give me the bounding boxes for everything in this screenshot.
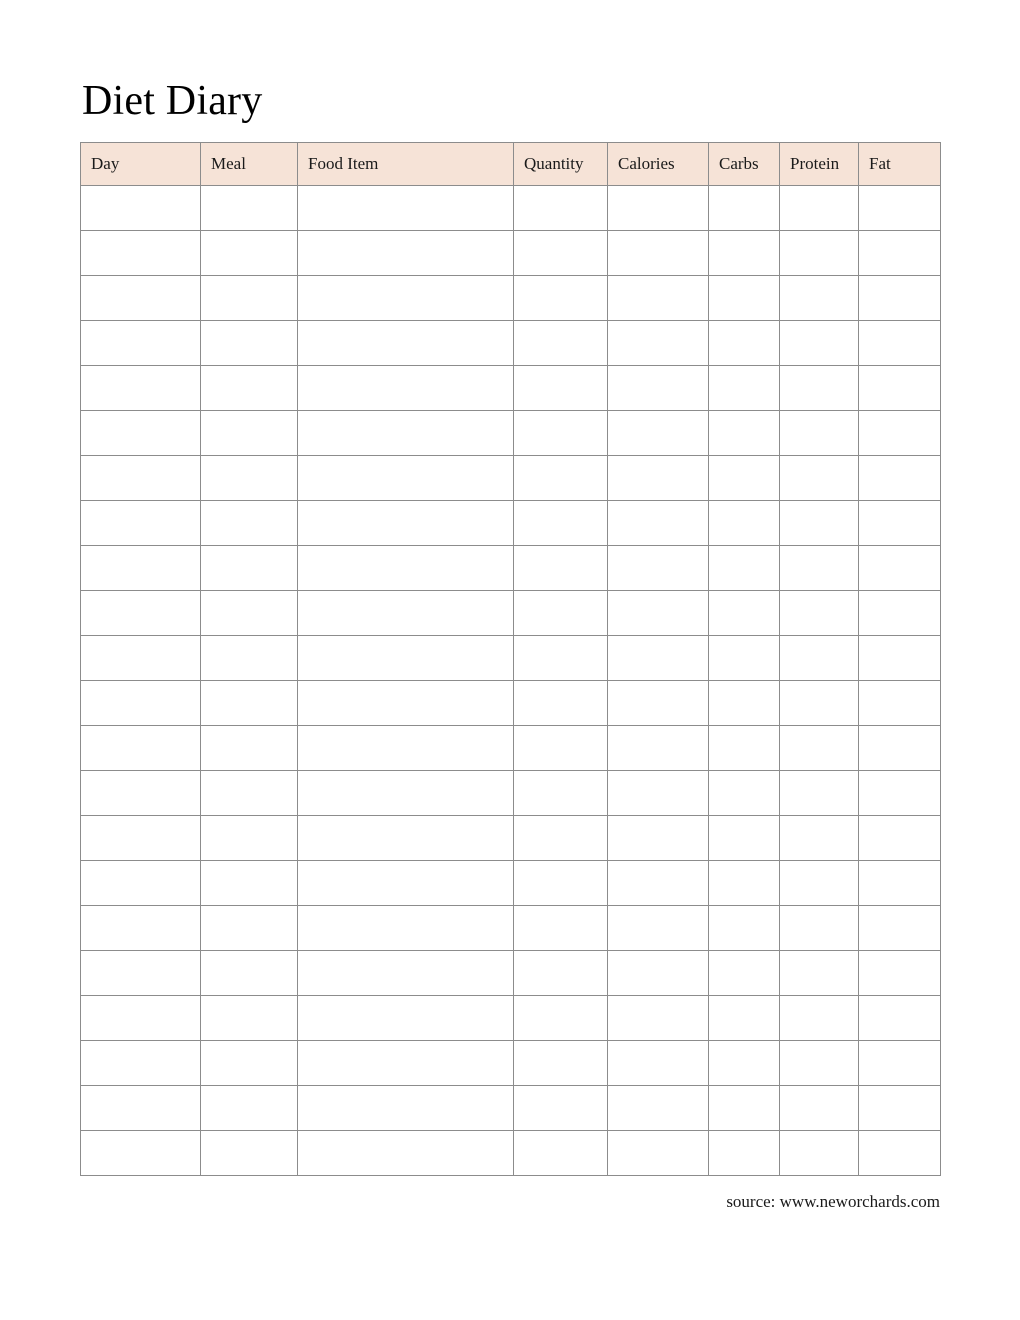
cell-quantity[interactable] — [514, 231, 608, 276]
cell-carbs[interactable] — [709, 411, 780, 456]
cell-food_item[interactable] — [298, 1041, 514, 1086]
cell-protein[interactable] — [780, 321, 859, 366]
cell-day[interactable] — [81, 636, 201, 681]
cell-quantity[interactable] — [514, 321, 608, 366]
cell-calories[interactable] — [608, 996, 709, 1041]
cell-protein[interactable] — [780, 546, 859, 591]
page-title: Diet Diary — [82, 78, 263, 124]
cell-fat[interactable] — [859, 726, 941, 771]
cell-calories[interactable] — [608, 591, 709, 636]
table-body — [81, 186, 941, 1176]
cell-protein[interactable] — [780, 861, 859, 906]
cell-fat[interactable] — [859, 321, 941, 366]
cell-food_item[interactable] — [298, 321, 514, 366]
cell-quantity[interactable] — [514, 681, 608, 726]
cell-food_item[interactable] — [298, 771, 514, 816]
cell-meal[interactable] — [201, 681, 298, 726]
cell-quantity[interactable] — [514, 1041, 608, 1086]
table-row — [81, 591, 941, 636]
table-row — [81, 321, 941, 366]
cell-day[interactable] — [81, 771, 201, 816]
cell-day[interactable] — [81, 186, 201, 231]
cell-carbs[interactable] — [709, 636, 780, 681]
cell-fat[interactable] — [859, 366, 941, 411]
cell-protein[interactable] — [780, 411, 859, 456]
cell-protein[interactable] — [780, 681, 859, 726]
column-header-quantity: Quantity — [514, 143, 608, 186]
cell-day[interactable] — [81, 276, 201, 321]
cell-food_item[interactable] — [298, 861, 514, 906]
cell-food_item[interactable] — [298, 1131, 514, 1176]
cell-fat[interactable] — [859, 276, 941, 321]
cell-fat[interactable] — [859, 861, 941, 906]
cell-meal[interactable] — [201, 636, 298, 681]
cell-protein[interactable] — [780, 501, 859, 546]
cell-carbs[interactable] — [709, 681, 780, 726]
cell-day[interactable] — [81, 951, 201, 996]
cell-calories[interactable] — [608, 1041, 709, 1086]
cell-day[interactable] — [81, 321, 201, 366]
cell-quantity[interactable] — [514, 411, 608, 456]
cell-calories[interactable] — [608, 276, 709, 321]
cell-meal[interactable] — [201, 546, 298, 591]
cell-fat[interactable] — [859, 996, 941, 1041]
cell-carbs[interactable] — [709, 816, 780, 861]
cell-protein[interactable] — [780, 1086, 859, 1131]
table-row — [81, 546, 941, 591]
cell-calories[interactable] — [608, 321, 709, 366]
cell-day[interactable] — [81, 546, 201, 591]
cell-quantity[interactable] — [514, 906, 608, 951]
cell-protein[interactable] — [780, 456, 859, 501]
cell-quantity[interactable] — [514, 591, 608, 636]
cell-fat[interactable] — [859, 501, 941, 546]
cell-protein[interactable] — [780, 816, 859, 861]
cell-fat[interactable] — [859, 456, 941, 501]
table-row — [81, 1041, 941, 1086]
cell-day[interactable] — [81, 1086, 201, 1131]
cell-calories[interactable] — [608, 726, 709, 771]
cell-food_item[interactable] — [298, 951, 514, 996]
cell-meal[interactable] — [201, 1086, 298, 1131]
cell-quantity[interactable] — [514, 1131, 608, 1176]
cell-food_item[interactable] — [298, 546, 514, 591]
cell-food_item[interactable] — [298, 276, 514, 321]
table-header-row — [81, 143, 941, 186]
column-header-calories: Calories — [608, 143, 709, 186]
column-header-food-item: Food Item — [298, 143, 514, 186]
cell-fat[interactable] — [859, 816, 941, 861]
cell-carbs[interactable] — [709, 1041, 780, 1086]
cell-quantity[interactable] — [514, 276, 608, 321]
table-row — [81, 951, 941, 996]
cell-fat[interactable] — [859, 186, 941, 231]
cell-fat[interactable] — [859, 231, 941, 276]
table-row — [81, 636, 941, 681]
cell-calories[interactable] — [608, 861, 709, 906]
cell-meal[interactable] — [201, 366, 298, 411]
cell-food_item[interactable] — [298, 231, 514, 276]
cell-day[interactable] — [81, 456, 201, 501]
cell-fat[interactable] — [859, 591, 941, 636]
table-row — [81, 276, 941, 321]
cell-food_item[interactable] — [298, 411, 514, 456]
table-row — [81, 231, 941, 276]
cell-protein[interactable] — [780, 636, 859, 681]
cell-meal[interactable] — [201, 411, 298, 456]
cell-carbs[interactable] — [709, 906, 780, 951]
cell-meal[interactable] — [201, 456, 298, 501]
cell-day[interactable] — [81, 591, 201, 636]
column-header-day: Day — [81, 143, 201, 186]
cell-calories[interactable] — [608, 771, 709, 816]
cell-meal[interactable] — [201, 591, 298, 636]
cell-meal[interactable] — [201, 186, 298, 231]
cell-carbs[interactable] — [709, 456, 780, 501]
cell-quantity[interactable] — [514, 771, 608, 816]
cell-protein[interactable] — [780, 906, 859, 951]
table-row — [81, 906, 941, 951]
cell-quantity[interactable] — [514, 816, 608, 861]
cell-food_item[interactable] — [298, 636, 514, 681]
cell-calories[interactable] — [608, 366, 709, 411]
cell-quantity[interactable] — [514, 501, 608, 546]
cell-meal[interactable] — [201, 1041, 298, 1086]
cell-meal[interactable] — [201, 276, 298, 321]
cell-day[interactable] — [81, 366, 201, 411]
cell-food_item[interactable] — [298, 501, 514, 546]
cell-carbs[interactable] — [709, 1131, 780, 1176]
table-row — [81, 501, 941, 546]
cell-carbs[interactable] — [709, 726, 780, 771]
cell-food_item[interactable] — [298, 681, 514, 726]
cell-food_item[interactable] — [298, 456, 514, 501]
cell-food_item[interactable] — [298, 591, 514, 636]
cell-carbs[interactable] — [709, 546, 780, 591]
cell-day[interactable] — [81, 1041, 201, 1086]
cell-protein[interactable] — [780, 186, 859, 231]
cell-day[interactable] — [81, 861, 201, 906]
table-row — [81, 411, 941, 456]
cell-day[interactable] — [81, 906, 201, 951]
cell-meal[interactable] — [201, 231, 298, 276]
cell-carbs[interactable] — [709, 996, 780, 1041]
column-header-carbs: Carbs — [709, 143, 780, 186]
cell-carbs[interactable] — [709, 321, 780, 366]
cell-food_item[interactable] — [298, 816, 514, 861]
cell-calories[interactable] — [608, 951, 709, 996]
cell-quantity[interactable] — [514, 726, 608, 771]
cell-fat[interactable] — [859, 951, 941, 996]
cell-fat[interactable] — [859, 546, 941, 591]
cell-fat[interactable] — [859, 771, 941, 816]
cell-quantity[interactable] — [514, 636, 608, 681]
cell-carbs[interactable] — [709, 501, 780, 546]
cell-day[interactable] — [81, 996, 201, 1041]
cell-protein[interactable] — [780, 276, 859, 321]
cell-quantity[interactable] — [514, 186, 608, 231]
diet-diary-table — [80, 142, 941, 1176]
cell-fat[interactable] — [859, 681, 941, 726]
cell-protein[interactable] — [780, 951, 859, 996]
column-header-fat: Fat — [859, 143, 941, 186]
column-header-meal: Meal — [201, 143, 298, 186]
cell-carbs[interactable] — [709, 591, 780, 636]
cell-fat[interactable] — [859, 1041, 941, 1086]
cell-calories[interactable] — [608, 456, 709, 501]
cell-fat[interactable] — [859, 636, 941, 681]
cell-quantity[interactable] — [514, 996, 608, 1041]
cell-protein[interactable] — [780, 771, 859, 816]
cell-protein[interactable] — [780, 726, 859, 771]
cell-calories[interactable] — [608, 906, 709, 951]
cell-fat[interactable] — [859, 906, 941, 951]
table-row — [81, 771, 941, 816]
table-row — [81, 816, 941, 861]
cell-meal[interactable] — [201, 951, 298, 996]
cell-protein[interactable] — [780, 591, 859, 636]
cell-day[interactable] — [81, 681, 201, 726]
cell-calories[interactable] — [608, 501, 709, 546]
cell-calories[interactable] — [608, 1131, 709, 1176]
cell-food_item[interactable] — [298, 1086, 514, 1131]
table-row — [81, 1086, 941, 1131]
cell-quantity[interactable] — [514, 951, 608, 996]
table-row — [81, 996, 941, 1041]
cell-carbs[interactable] — [709, 1086, 780, 1131]
cell-protein[interactable] — [780, 366, 859, 411]
cell-quantity[interactable] — [514, 456, 608, 501]
cell-calories[interactable] — [608, 681, 709, 726]
cell-food_item[interactable] — [298, 906, 514, 951]
cell-protein[interactable] — [780, 1131, 859, 1176]
cell-meal[interactable] — [201, 1131, 298, 1176]
cell-food_item[interactable] — [298, 186, 514, 231]
cell-meal[interactable] — [201, 996, 298, 1041]
cell-protein[interactable] — [780, 1041, 859, 1086]
table-row — [81, 861, 941, 906]
cell-meal[interactable] — [201, 861, 298, 906]
cell-food_item[interactable] — [298, 726, 514, 771]
table-header — [81, 143, 941, 186]
cell-fat[interactable] — [859, 1131, 941, 1176]
cell-food_item[interactable] — [298, 366, 514, 411]
cell-calories[interactable] — [608, 411, 709, 456]
cell-meal[interactable] — [201, 906, 298, 951]
cell-meal[interactable] — [201, 771, 298, 816]
cell-quantity[interactable] — [514, 861, 608, 906]
cell-fat[interactable] — [859, 411, 941, 456]
cell-meal[interactable] — [201, 816, 298, 861]
cell-fat[interactable] — [859, 1086, 941, 1131]
cell-meal[interactable] — [201, 501, 298, 546]
table-row — [81, 681, 941, 726]
cell-carbs[interactable] — [709, 231, 780, 276]
cell-carbs[interactable] — [709, 186, 780, 231]
cell-quantity[interactable] — [514, 546, 608, 591]
cell-calories[interactable] — [608, 231, 709, 276]
cell-day[interactable] — [81, 411, 201, 456]
source-credit: source: www.neworchards.com — [726, 1192, 940, 1212]
table-row — [81, 456, 941, 501]
cell-carbs[interactable] — [709, 861, 780, 906]
cell-calories[interactable] — [608, 636, 709, 681]
cell-carbs[interactable] — [709, 276, 780, 321]
cell-quantity[interactable] — [514, 1086, 608, 1131]
cell-calories[interactable] — [608, 546, 709, 591]
cell-protein[interactable] — [780, 996, 859, 1041]
table-row — [81, 186, 941, 231]
cell-calories[interactable] — [608, 816, 709, 861]
cell-day[interactable] — [81, 231, 201, 276]
cell-meal[interactable] — [201, 321, 298, 366]
cell-quantity[interactable] — [514, 366, 608, 411]
column-header-protein: Protein — [780, 143, 859, 186]
cell-meal[interactable] — [201, 726, 298, 771]
cell-food_item[interactable] — [298, 996, 514, 1041]
cell-day[interactable] — [81, 1131, 201, 1176]
cell-calories[interactable] — [608, 186, 709, 231]
cell-carbs[interactable] — [709, 951, 780, 996]
table-row — [81, 366, 941, 411]
cell-carbs[interactable] — [709, 771, 780, 816]
cell-day[interactable] — [81, 726, 201, 771]
cell-calories[interactable] — [608, 1086, 709, 1131]
table-row — [81, 726, 941, 771]
cell-carbs[interactable] — [709, 366, 780, 411]
cell-day[interactable] — [81, 816, 201, 861]
cell-protein[interactable] — [780, 231, 859, 276]
cell-day[interactable] — [81, 501, 201, 546]
table-row — [81, 1131, 941, 1176]
